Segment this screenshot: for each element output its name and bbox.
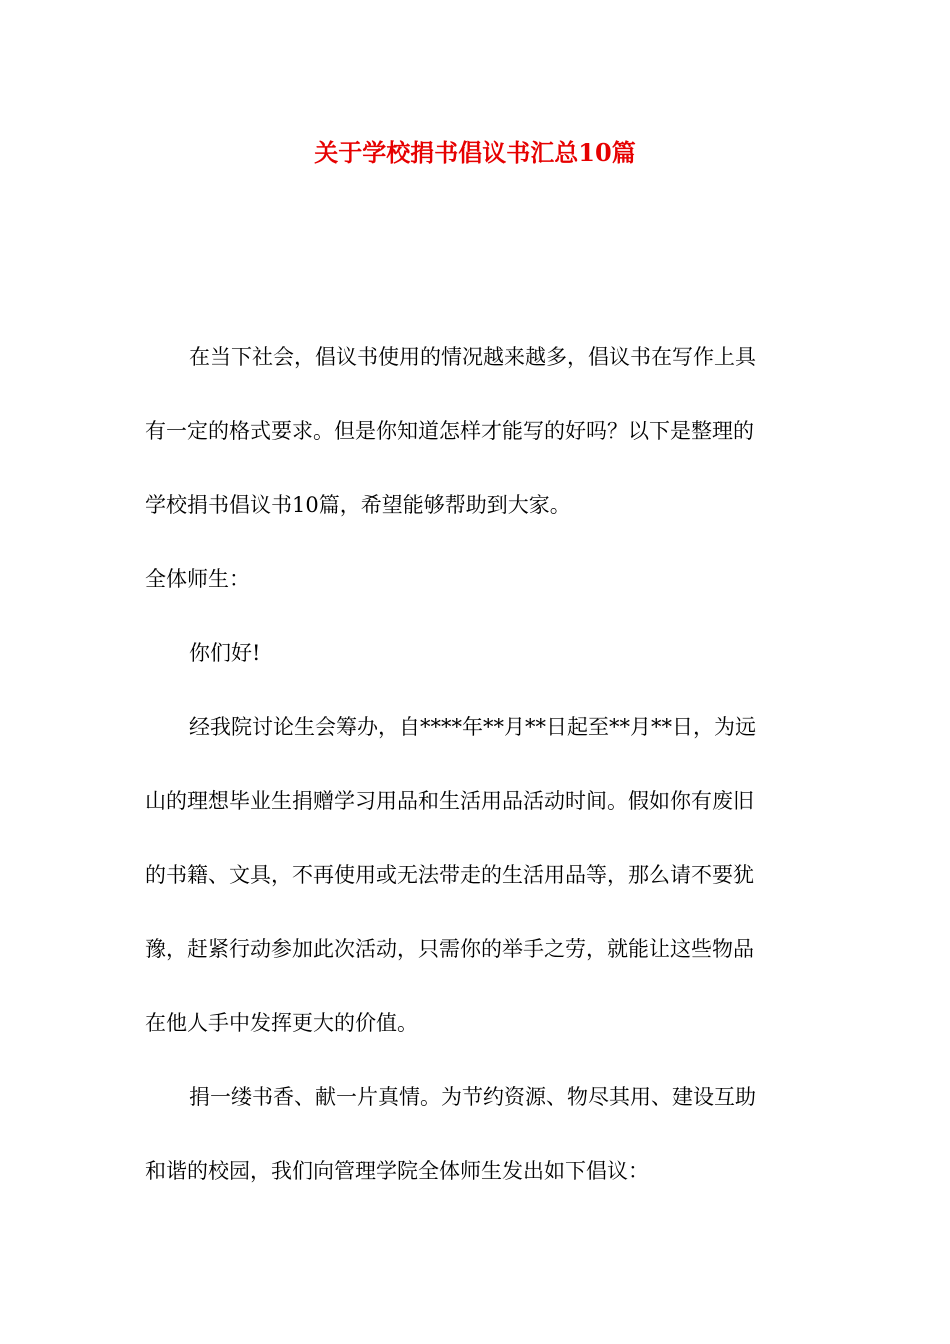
document-body <box>145 320 805 1208</box>
document-title: 关于学校捐书倡议书汇总10篇 <box>314 138 636 167</box>
body-line: 有一定的格式要求。但是你知道怎样才能写的好吗？以下是整理的 <box>145 419 754 443</box>
body-line: 豫，赶紧行动参加此次活动，只需你的举手之劳，就能让这些物品 <box>145 937 754 961</box>
body-line: 的书籍、文具，不再使用或无法带走的生活用品等，那么请不要犹 <box>145 863 754 887</box>
body-line: 全体师生： <box>145 567 250 591</box>
body-line: 捐一缕书香、献一片真情。为节约资源、物尽其用、建设互助 <box>189 1085 756 1109</box>
body-line: 经我院讨论生会筹办，自****年**月**日起至**月**日，为远 <box>189 715 756 739</box>
body-line: 学校捐书倡议书10篇，希望能够帮助到大家。 <box>145 493 571 517</box>
body-line: 在他人手中发挥更大的价值。 <box>145 1011 418 1035</box>
body-line: 山的理想毕业生捐赠学习用品和生活用品活动时间。假如你有废旧 <box>145 789 754 813</box>
body-line: 在当下社会，倡议书使用的情况越来越多，倡议书在写作上具 <box>189 345 756 369</box>
body-line: 和谐的校园，我们向管理学院全体师生发出如下倡议： <box>145 1159 649 1183</box>
body-line: 你们好! <box>189 641 261 665</box>
